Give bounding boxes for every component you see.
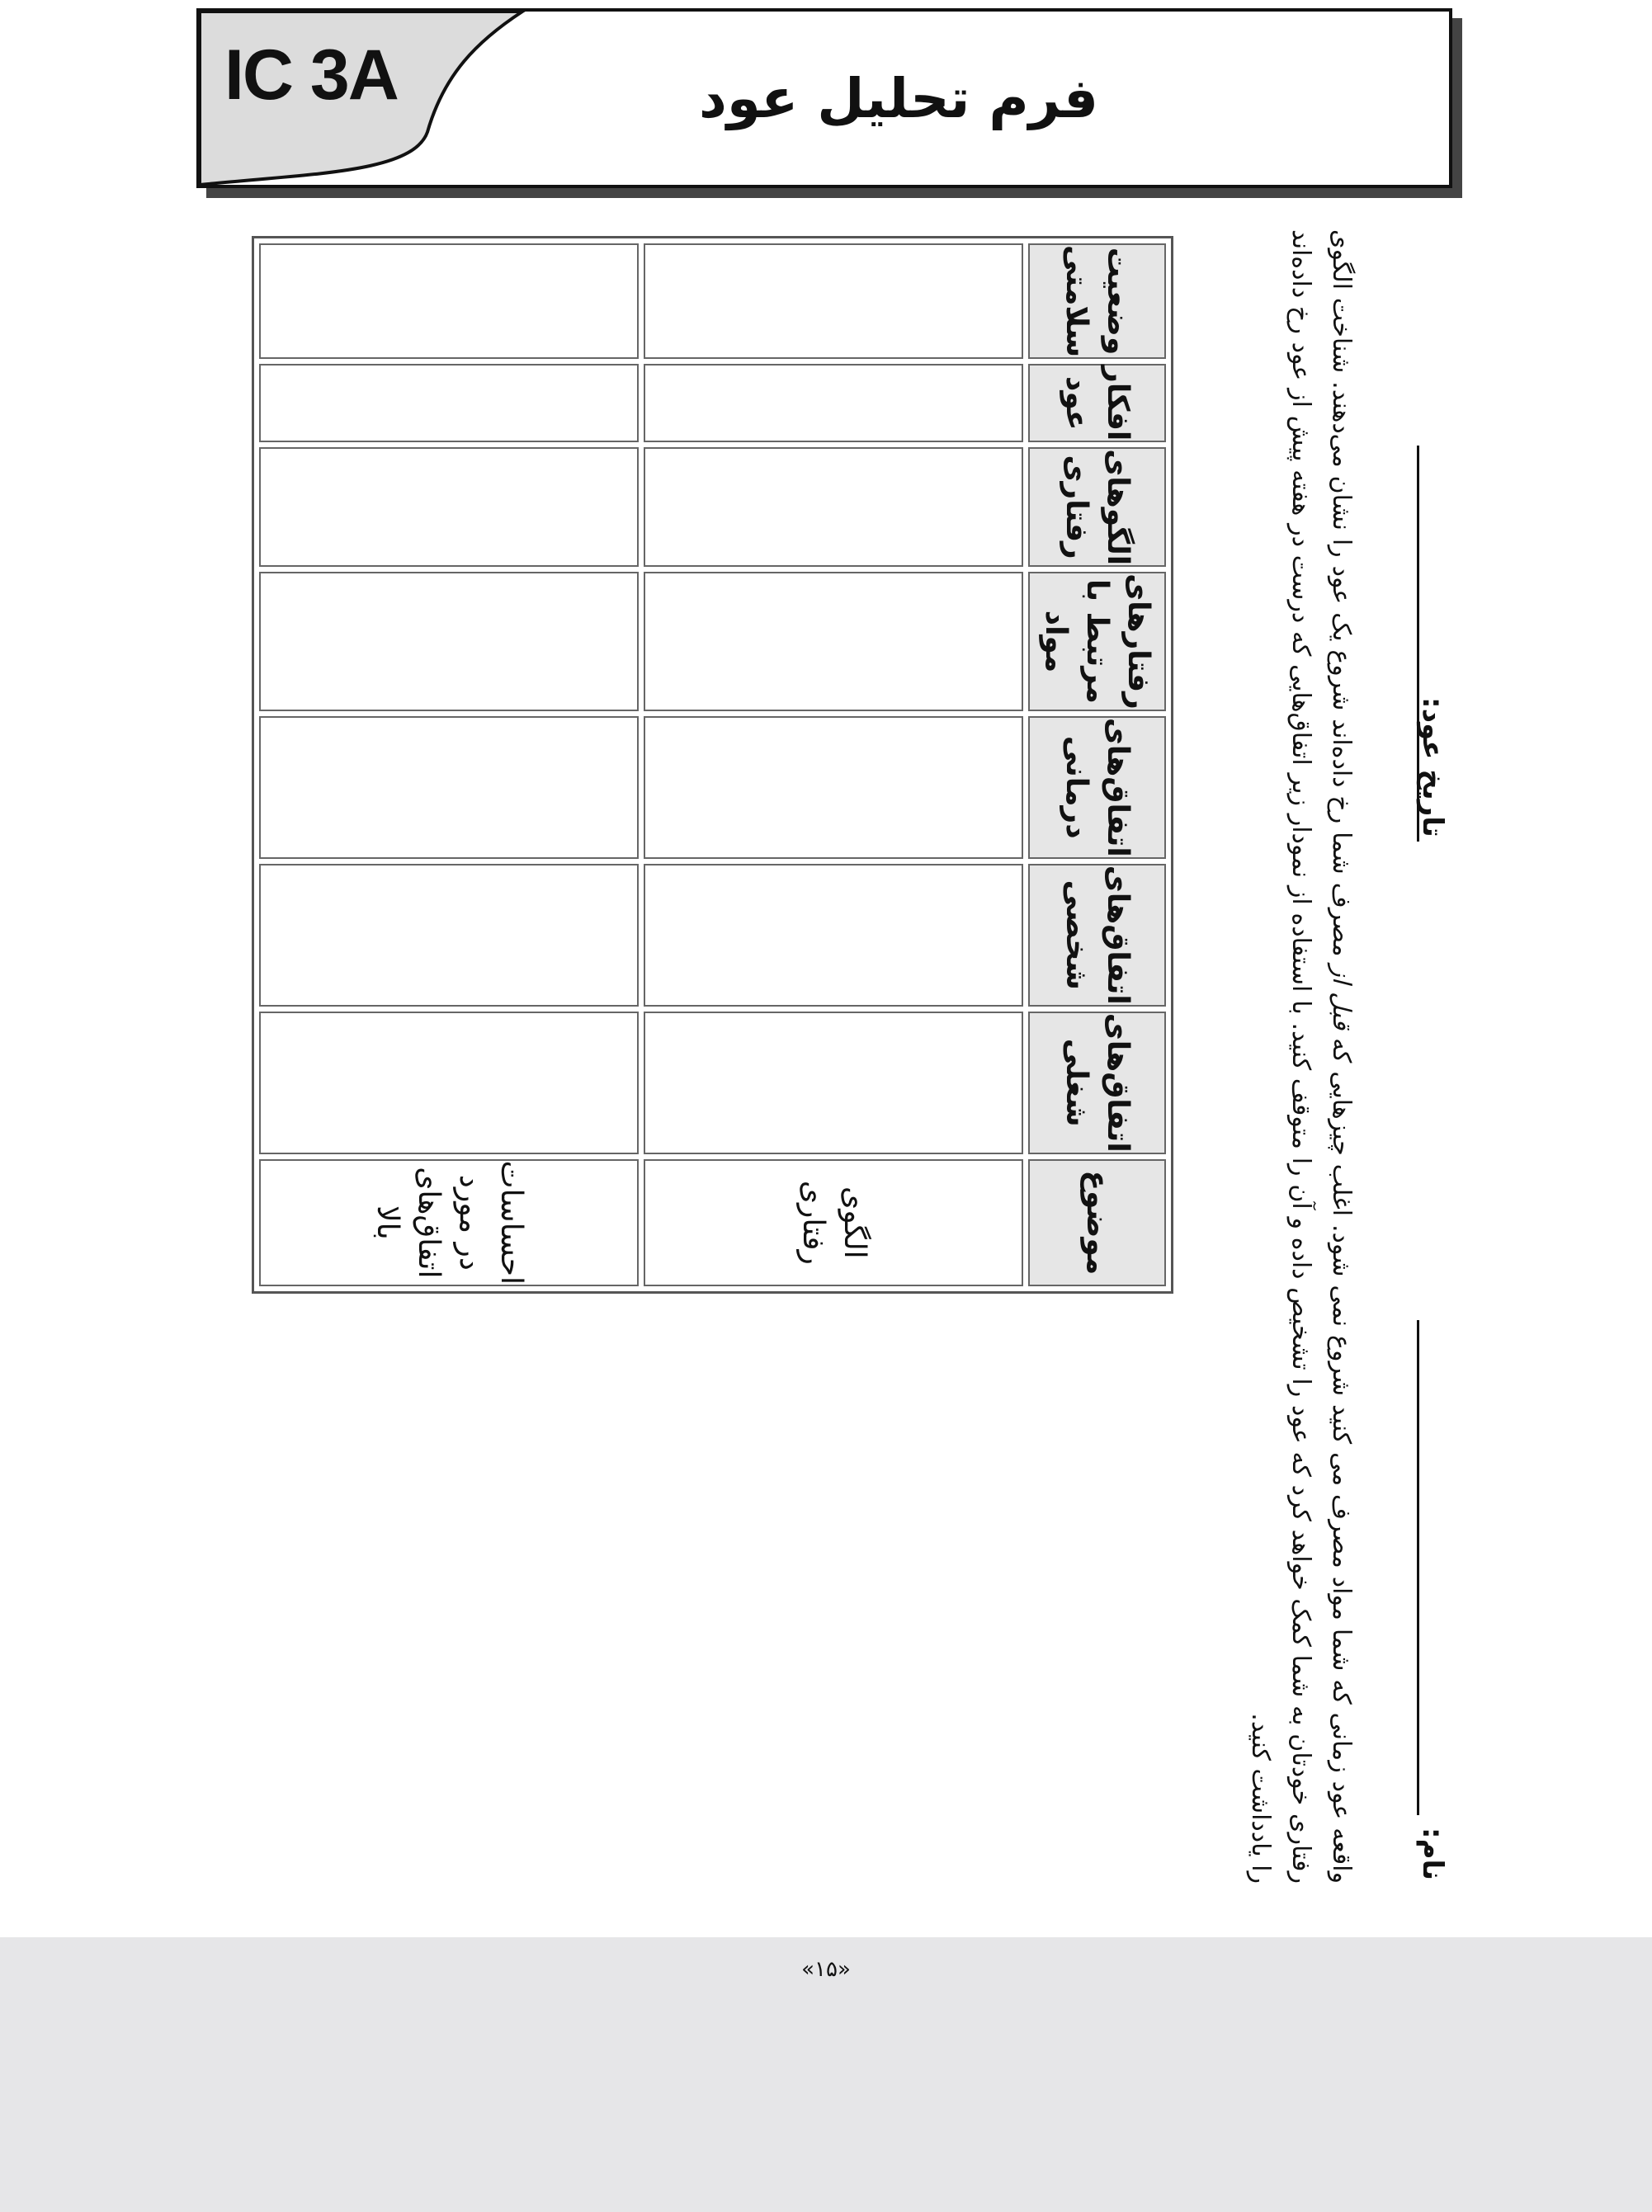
- name-label: نام:: [1416, 1828, 1449, 1881]
- row-label: الگوی رفتاری: [644, 1159, 1023, 1286]
- page-number: «۱۵»: [801, 1957, 851, 1982]
- input-cell[interactable]: [259, 364, 639, 442]
- table-header-cell: اتفاق‌های شخصی: [1028, 864, 1166, 1007]
- table-header-cell: اتفاق‌های شغلی: [1028, 1012, 1166, 1154]
- instructions-text: واقعه عود زمانی که شما مواد مصرف می کنید شروع نمی شود. اغلب چیزهایی که قبل از مصرف شما رخ داده‌اند شروع یک عود را نشان می‌دهند. شناخت الگوی رفتاری خودتان به شما کمک خواهد کرد که عود را تشخیص داده و آن را متوقف کنید. با استفاده از نمودار زیر اتفاق‌هایی که درست در هفته پیش از عود رخ داده‌اند را یادداشت کنید.: [1246, 229, 1356, 1884]
- table-header-cell: وضعیت سلامتی: [1028, 243, 1166, 359]
- date-field: [1416, 697, 1449, 837]
- form-code: IC 3A: [224, 35, 398, 115]
- input-cell[interactable]: [644, 447, 1023, 567]
- analysis-table: [252, 236, 1173, 1294]
- date-label: تاریخ عود:: [1416, 697, 1449, 837]
- input-cell[interactable]: [259, 864, 639, 1007]
- input-cell[interactable]: [259, 716, 639, 859]
- input-cell[interactable]: [644, 716, 1023, 859]
- input-cell[interactable]: [259, 1012, 639, 1154]
- name-field: [1416, 1828, 1449, 1880]
- input-cell[interactable]: [644, 572, 1023, 711]
- input-cell[interactable]: [644, 1012, 1023, 1154]
- analysis-table-wrap: [252, 236, 1173, 1294]
- date-line[interactable]: [1417, 446, 1419, 842]
- instructions: [1240, 229, 1362, 1884]
- table-row: [644, 243, 1023, 1286]
- table-header-row: [1028, 243, 1166, 1286]
- input-cell[interactable]: [644, 364, 1023, 442]
- instructions-emphasis: قبل از: [1327, 965, 1356, 1031]
- input-cell[interactable]: [259, 243, 639, 359]
- name-line[interactable]: [1417, 1320, 1419, 1815]
- table-header-cell: اتفاق‌های درمانی: [1028, 716, 1166, 859]
- table-header-cell: رفتارهای مرتبط با مواد: [1028, 572, 1166, 711]
- table-header-cell: افکار عود: [1028, 364, 1166, 442]
- table-row: [259, 243, 639, 1286]
- table-header-cell: الگوهای رفتاری: [1028, 447, 1166, 567]
- input-cell[interactable]: [644, 864, 1023, 1007]
- row-label: احساسات در مورد اتفاق‌های بالا: [259, 1159, 639, 1286]
- input-cell[interactable]: [644, 243, 1023, 359]
- input-cell[interactable]: [259, 447, 639, 567]
- page-title: فرم تحلیل عود: [698, 66, 1099, 130]
- table-header-cell: موضوع: [1028, 1159, 1166, 1286]
- input-cell[interactable]: [259, 572, 639, 711]
